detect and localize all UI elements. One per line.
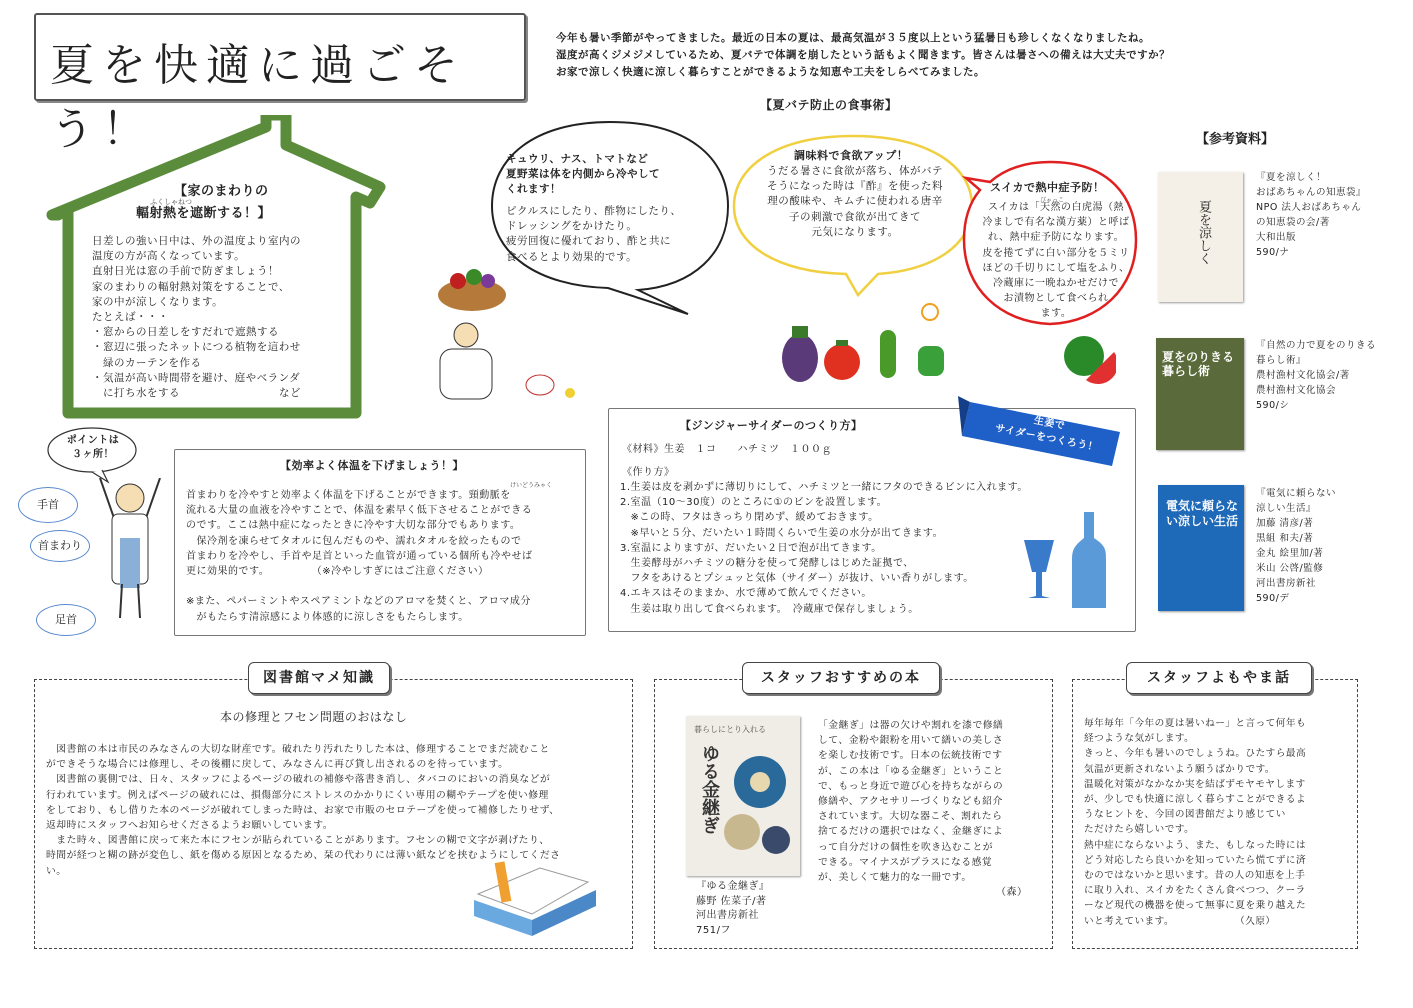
staff-book-cover-title: ゆる金継ぎ bbox=[699, 744, 720, 834]
staff-talk-heading: スタッフよもやま話 bbox=[1126, 662, 1312, 694]
house-ruby: ふくしゃねつ bbox=[150, 198, 192, 206]
page-title: 夏を快適に過ごそう！ bbox=[50, 40, 466, 155]
watermelon-illustration bbox=[1060, 330, 1116, 386]
house-title-2: 輻射熱を遮断する！】 bbox=[136, 206, 272, 221]
ginger-steps-label: 《作り方》 bbox=[622, 467, 675, 478]
reference-book-cover-3[interactable] bbox=[1158, 485, 1244, 611]
reference-book-cover-1[interactable] bbox=[1158, 172, 1243, 302]
veg-bubble-title: キュウリ、ナス、トマトなど 夏野菜は体を内側から冷やして くれます！ bbox=[506, 153, 660, 196]
woman-illustration bbox=[90, 478, 170, 628]
vegetable-characters-illustration bbox=[770, 300, 960, 390]
mame-heading: 図書館マメ知識 bbox=[248, 662, 390, 694]
suika-ruby: びゃっこ bbox=[1040, 197, 1065, 204]
mame-subtitle: 本の修理とフセン問題のおはなし bbox=[220, 710, 408, 724]
reference-book-cover-title-3: 電気に頼らない涼しい生活 bbox=[1166, 499, 1239, 528]
season-bubble-title: 調味料で食欲アップ！ bbox=[794, 149, 909, 162]
suika-bubble-body: スイカは「天然の白虎湯（熱 冷ましで有名な漢方薬）と呼ば れ、熱中症予防になります。 皮を捲てずに白い部分を５ミリ ほどの千切りにして塩をふり、 冷蔵庫に一晩ねかせだけで お漬物として食べられ ます。 bbox=[982, 202, 1130, 320]
label-neck: 首まわり bbox=[30, 530, 90, 562]
ginger-title: 【ジンジャーサイダーのつくり方】 bbox=[680, 419, 863, 432]
ribbon-text: 生姜で サイダーをつくろう！ bbox=[994, 415, 1099, 454]
house-title-1: 【家のまわりの bbox=[174, 184, 269, 199]
reference-book-text-1: 『夏を涼しく！ おばあちゃんの知恵袋』 NPO 法人おばあちゃん の知恵袋の会/著 大和出版 590/ナ bbox=[1256, 172, 1367, 258]
reference-book-cover-title-2: 夏をのりきる暮らし術 bbox=[1162, 350, 1235, 378]
suika-bubble-title: スイカで熱中症予防！ bbox=[990, 181, 1105, 194]
title-box bbox=[34, 13, 526, 155]
staff-book-info: 『ゆる金継ぎ』 藤野 佐菜子/著 河出書房新社 751/フ bbox=[696, 881, 770, 936]
label-wrist: 手首 bbox=[18, 487, 78, 523]
veg-bubble-body: ピクルスにしたり、酢物にしたり、 ドレッシングをかけたり。 疲労回復に優れており、酢と共に 食べるとより効果的です。 bbox=[506, 205, 682, 263]
reference-book-text-3: 『電気に頼らない 涼しい生活』 加藤 清彦/著 黒組 和夫/著 金丸 絵里加/著 米山 公啓/監修 河出書房新社 590/デ bbox=[1256, 488, 1337, 604]
food-heading: 【夏バテ防止の食事術】 bbox=[760, 98, 898, 112]
intro-text: 今年も暑い季節がやってきました。最近の日本の夏は、最高気温が３５度以上という猛暑日も珍しくなくなりましたね。 湿度が高くジメジメしているため、夏バテで体調を崩したという話もよく聞きます。皆さんは暑さへの備えは大丈夫ですか？ お家で涼しく快適に涼しく暮らすことができるような知恵や工夫をしらべてみました。 bbox=[556, 32, 1171, 78]
staff-book-body: 「金継ぎ」は器の欠けや割れを漆で修繕 して、金粉や銀粉を用いて繕いの美しさ を楽しむ技術です。日本の伝統技術です が、この本は「ゆる金継ぎ」ということ で、もっと身近で遊び心を持ちながらの 修繕や、アクセサリーづくりなども紹介 されています。大切な器こそ、割れたら 捨てるだけの選択ではなく、金継ぎによ って自分だけの個性を吹き込むことが できる。マイナスがプラスになる感覚 が、美しくて魅力的な一冊です。 bbox=[818, 720, 1004, 884]
season-bubble-body: うだる暑さに食欲が落ち、体がバテ そうになった時は『酢』を使った料 理の酸味や、キムチに使われる唐辛 子の刺激で食欲が出てきて 元気になります。 bbox=[767, 165, 943, 238]
staff-book-cover-sub: 暮らしにとり入れる bbox=[694, 725, 766, 734]
label-ankle: 足首 bbox=[36, 604, 96, 636]
cooling-body: 首まわりを冷やすと効率よく体温を下げることができます。頸動脈を 流れる大量の血液を冷やすことで、体温を素早く低下させることができる のです。ここは熱中症になったときに冷やす大切な部分でもあります。 保冷剤を凍らせてタオルに包んだものや、濡れタオルを絞ったもので 首まわりを冷やし、手首や足首といった血管が通っている個所も冷やせば 更に効果的です。 （※冷やしすぎにはご注意ください） ※また、ペパーミントやスペアミントなどのアロマを焚くと、アロマ成分 がもたらす清涼感により体感的に涼しさをもたらします。 bbox=[186, 490, 533, 623]
bottle-illustration bbox=[1020, 510, 1110, 610]
house-body: 日差しの強い日中は、外の温度より室内の 温度の方が高くなっています。 直射日光は窓の手前で防ぎましょう！ 家のまわりの輻射熱対策をすることで、 家の中が涼しくなります。 たとえば・・・ ・窓からの日差しをすだれで遮熱する ・窓辺に張ったネットにつる植物を這わせ 緑のカーテンを作る ・気温が高い時間帯を避け、庭やベランダ に打ち水をする など bbox=[92, 235, 301, 400]
open-book-illustration bbox=[470, 860, 600, 940]
staff-book-sign: （森） bbox=[996, 887, 1028, 898]
staff-book-cover[interactable] bbox=[686, 716, 800, 876]
farmer-illustration bbox=[410, 255, 590, 415]
reference-book-cover-title-1: 夏を涼しく bbox=[1196, 200, 1211, 265]
cooling-ruby: けいどうみゃく bbox=[510, 482, 553, 489]
ginger-steps: 1.生姜は皮を剥かずに薄切りにして、ハチミツと一緒にフタのできるビンに入れます。 2.室温（10～30度）のところに①のビンを設置します。 ※この時、フタはきっちり閉めず、緩めておきます。 ※早いと５分、だいたい１時間くらいで生姜の水分が出てきます。 3.室温によりますが、だいたい２日で泡が出てきます。 生姜酵母がハチミツの糖分を使って発酵しはじめた証拠で、 フタをあけるとプシュッと気体（サイダー）が抜け、いい香りがします。 4.エキスはそのままか、水で薄めて飲んでください。 生姜は取り出して食べられます。 冷蔵庫で保存しましょう。 bbox=[620, 482, 1028, 615]
staff-book-heading: スタッフおすすめの本 bbox=[742, 662, 940, 694]
reference-book-cover-2[interactable] bbox=[1156, 338, 1244, 450]
point-bubble-text: ポイントは ３ヶ所！ bbox=[66, 435, 120, 460]
mame-body: 図書館の本は市民のみなさんの大切な財産です。破れたり汚れたりした本は、修理することでまだ読むこと ができそうな場合には修理し、その後棚に戻して、みなさんに再び貸し出されるのを待っています。 図書館の裏側では、日々、スタッフによるページの破れの補修や落書き消し、タバコのにおいの消臭などが 行われています。例えばページの破れには、損傷部分にストレスのかかりにくい専用の糊やテープを使い修理 をしており、もし借りた本のページが破れてしまった時は、お家で市販のセロテープを使って補修したりせず、 返却時にスタッフへお知らせくださるようお願いしています。 また時々、図書館に戻って来た本にフセンが貼られていることがあります。フセンの糊で文字が剥げたり、 時間が経つと糊の跡が変色し、紙を傷める原因となるため、栞の代わりには薄い紙などを挟むようにしてくださ い。 bbox=[46, 744, 561, 877]
reference-book-text-2: 『自然の力で夏をのりきる 暮らし術』 農村漁村文化協会/著 農村漁村文化協会 590/シ bbox=[1256, 340, 1377, 411]
ginger-ingredients: 《材料》生姜 １コ ハチミツ １００ｇ bbox=[622, 444, 832, 455]
bowl-illustration bbox=[720, 752, 796, 862]
cooling-title: 【効率よく体温を下げましょう！】 bbox=[280, 459, 464, 472]
references-heading: 【参考資料】 bbox=[1196, 132, 1275, 147]
staff-talk-body: 毎年毎年「今年の夏は暑いねー」と言って何年も 経つような気がします。 きっと、今年も暑いのでしょうね。ひたすら最高 気温が更新されないよう願うばかりです。 温暖化対策がなかなか実を結ばずモヤモヤします が、少しでも快適に涼しく暮らすことができるよ うなヒントを、今回の図書館だより感じてい ただけたら嬉しいです。 熱中症にならないよう、また、もしなった時には どう対応したら良いかを知っていたら慌てずに済 むのではないかと思います。昔の人の知恵を上手 に取り入れ、スイカをたくさん食べつつ、クーラ ーなど現代の機器を使って無事に夏を乗り越えた いと考えています。 （久原） bbox=[1084, 718, 1307, 927]
